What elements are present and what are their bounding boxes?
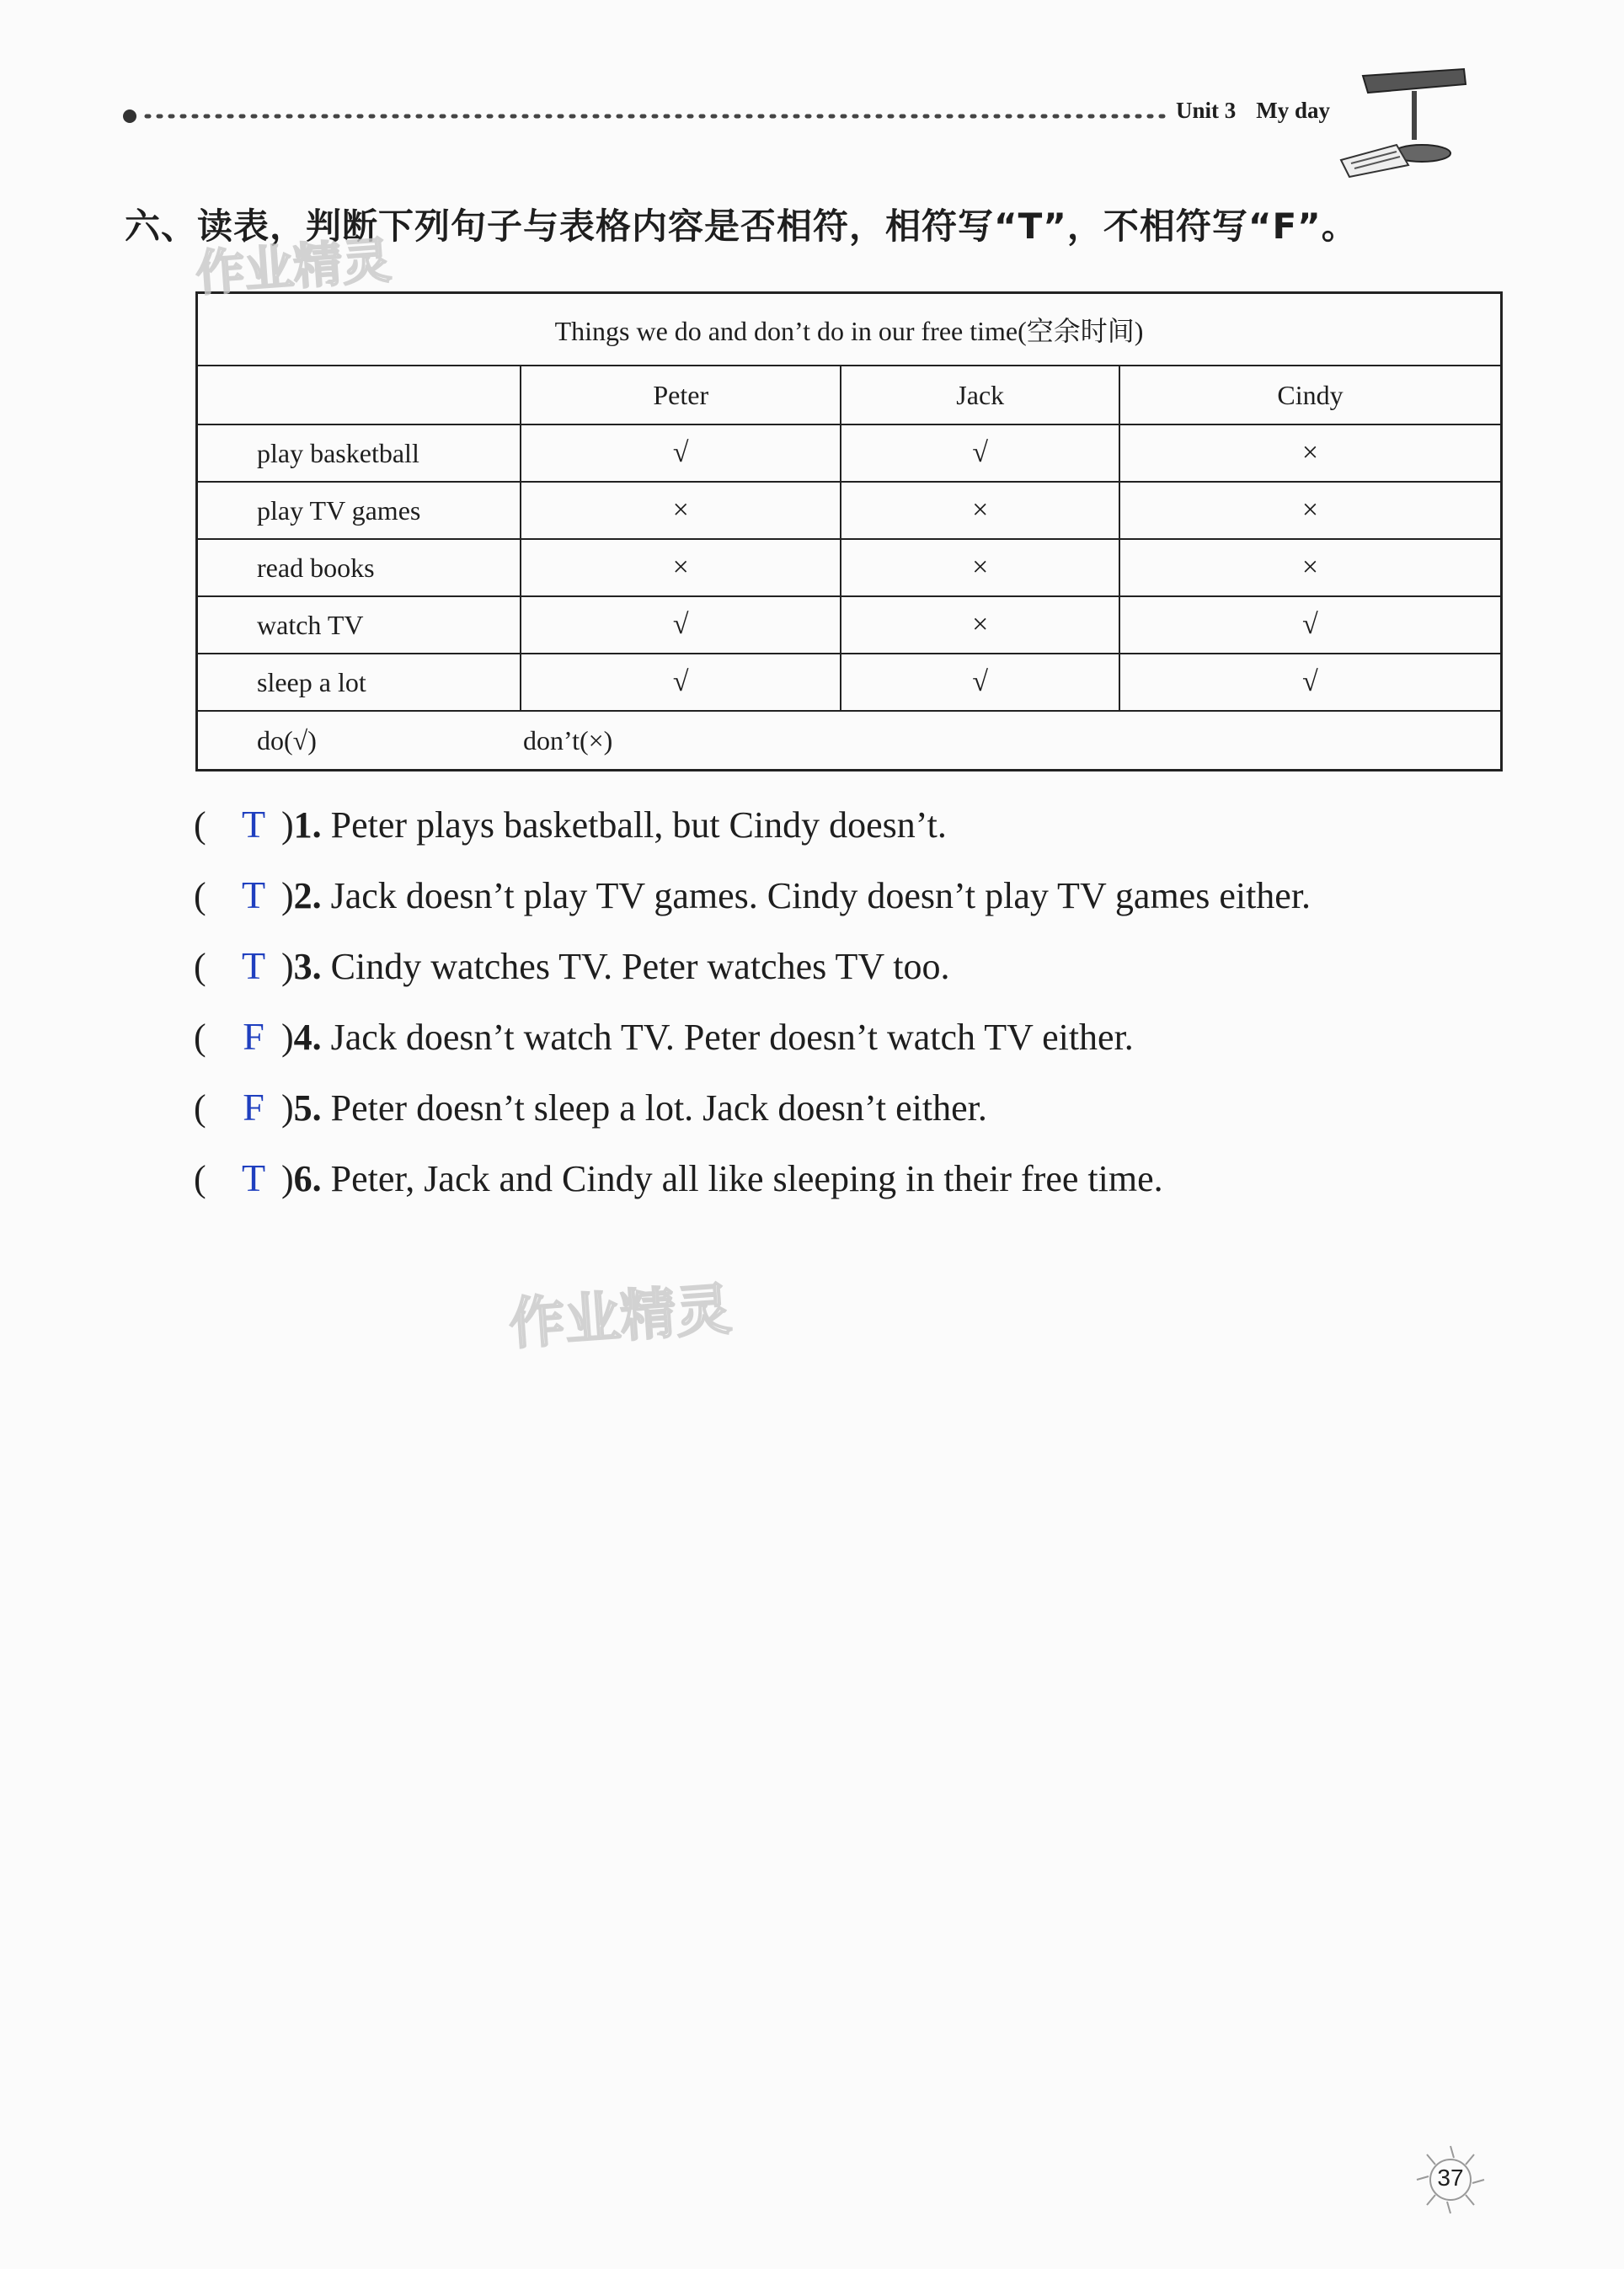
page-header	[123, 91, 1504, 158]
answer-field[interactable]: F	[243, 1015, 264, 1058]
answer-field[interactable]: T	[241, 873, 266, 916]
answer-field[interactable]: T	[241, 1156, 266, 1199]
mark-cell: ×	[841, 539, 1119, 596]
activity-cell: play TV games	[197, 482, 521, 539]
watermark: 作业精灵	[507, 1276, 734, 1358]
mark-cell: ×	[1119, 424, 1502, 482]
section-title: 六、读表，判断下列句子与表格内容是否相符，相符写“T”，不相符写“F”。	[125, 206, 1358, 247]
question-text: Peter plays basketball, but Cindy doesn’t.	[330, 804, 947, 846]
desk-lamp-icon	[1338, 61, 1481, 179]
mark-cell: ×	[841, 596, 1119, 654]
table-row	[197, 596, 1502, 654]
mark-cell: √	[521, 424, 841, 482]
mark-cell: ×	[1119, 482, 1502, 539]
answer-field[interactable]: F	[243, 1086, 264, 1129]
table-legend	[197, 711, 1502, 771]
activity-cell: sleep a lot	[197, 654, 521, 711]
table-row	[197, 482, 1502, 539]
unit-label: Unit 3 My day	[1176, 98, 1331, 123]
header-blank	[197, 366, 521, 424]
question-item: ( T )2. Jack doesn’t play TV games. Cindy doesn’t play TV games either.	[194, 873, 1311, 916]
table-header-row	[197, 366, 1502, 424]
question-text: Peter doesn’t sleep a lot. Jack doesn’t either.	[330, 1087, 987, 1129]
page-number: 37	[1437, 2165, 1464, 2191]
activity-cell: play basketball	[197, 424, 521, 482]
mark-cell: √	[841, 424, 1119, 482]
question-item: ( T )3. Cindy watches TV. Peter watches TV too.	[194, 944, 950, 987]
question-item: ( T )6. Peter, Jack and Cindy all like sleeping in their free time.	[194, 1156, 1163, 1199]
answer-field[interactable]: T	[241, 803, 266, 846]
mark-cell: √	[1119, 596, 1502, 654]
question-item: ( F )5. Peter doesn’t sleep a lot. Jack doesn’t either.	[194, 1086, 987, 1129]
question-text: Peter, Jack and Cindy all like sleeping in their free time.	[330, 1158, 1163, 1199]
dotted-rule	[123, 108, 1171, 125]
question-text: Jack doesn’t watch TV. Peter doesn’t watch TV either.	[330, 1017, 1134, 1058]
legend-dont: don’t(×)	[523, 724, 613, 755]
question-text: Cindy watches TV. Peter watches TV too.	[330, 946, 950, 987]
free-time-table	[195, 291, 1503, 771]
table-row	[197, 424, 1502, 482]
mark-cell: √	[521, 654, 841, 711]
question-item: ( T )1. Peter plays basketball, but Cindy doesn’t.	[194, 803, 947, 846]
mark-cell: ×	[521, 482, 841, 539]
watermark: 作业精灵	[194, 231, 393, 302]
header-cindy: Cindy	[1119, 366, 1502, 424]
mark-cell: √	[1119, 654, 1502, 711]
mark-cell: ×	[521, 539, 841, 596]
legend-do: do(√)	[257, 724, 317, 755]
question-item: ( F )4. Jack doesn’t watch TV. Peter doesn’t watch TV either.	[194, 1015, 1134, 1058]
page-number-badge	[1408, 2141, 1493, 2217]
table-row	[197, 539, 1502, 596]
mark-cell: ×	[1119, 539, 1502, 596]
header-peter: Peter	[521, 366, 841, 424]
question-text: Jack doesn’t play TV games. Cindy doesn’t play TV games either.	[330, 875, 1311, 916]
table-row	[197, 654, 1502, 711]
mark-cell: ×	[841, 482, 1119, 539]
activity-cell: read books	[197, 539, 521, 596]
mark-cell: √	[521, 596, 841, 654]
activity-cell: watch TV	[197, 596, 521, 654]
answer-field[interactable]: T	[241, 944, 266, 987]
table-caption: Things we do and don’t do in our free time(空余时间)	[197, 293, 1502, 366]
question-list	[194, 802, 1541, 1226]
header-jack: Jack	[841, 366, 1119, 424]
mark-cell: √	[841, 654, 1119, 711]
